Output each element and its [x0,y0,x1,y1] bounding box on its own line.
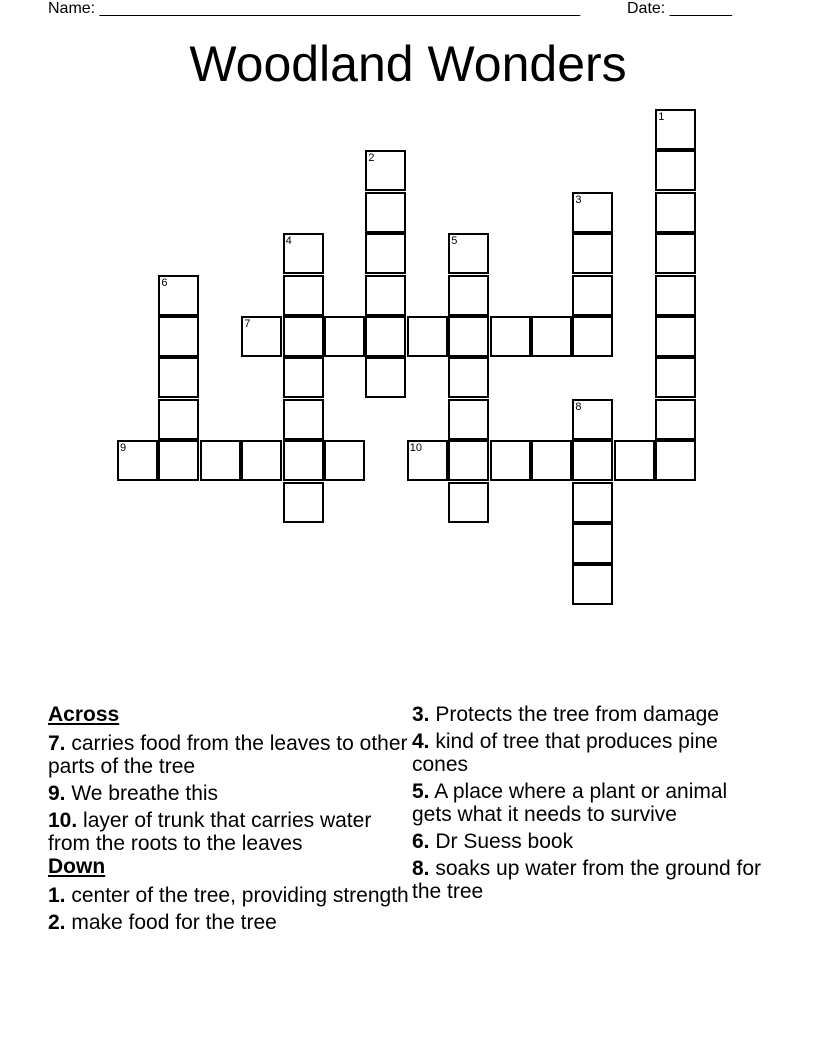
clue-text: Dr Suess book [429,830,574,853]
cell-number: 5 [451,235,458,248]
crossword-cell[interactable] [655,357,696,398]
clue-item [412,703,772,726]
clue-number: 8. [412,857,430,880]
cell-number: 7 [244,318,251,330]
clue-item [412,857,772,903]
clue-item [412,780,772,826]
crossword-cell[interactable] [572,275,613,316]
clue-text: A place where a plant or animal gets what it needs to survive [412,780,728,826]
clue-text: make food for the tree [65,911,277,934]
crossword-cell[interactable] [158,440,199,481]
crossword-cell[interactable] [283,482,324,523]
crossword-cell[interactable] [572,523,613,564]
crossword-cell[interactable] [407,440,448,481]
cell-number: 8 [575,400,582,413]
crossword-cell[interactable] [655,440,696,481]
crossword-cell[interactable] [324,440,365,481]
clue-number: 3. [412,703,430,726]
clues-right-column [412,703,772,907]
clues-left-column [48,703,410,938]
cell-number: 3 [575,193,582,206]
crossword-cell[interactable] [158,399,199,440]
crossword-cell[interactable] [614,440,655,481]
clue-number: 7. [48,732,66,755]
crossword-cell[interactable] [283,440,324,481]
cell-number: 4 [285,235,292,248]
crossword-cell[interactable] [655,192,696,233]
cell-number: 9 [120,442,127,455]
crossword-cell[interactable] [655,109,696,150]
clue-item [48,809,410,855]
cell-number: 2 [368,152,375,165]
crossword-cell[interactable] [407,316,448,357]
crossword-cell[interactable] [365,192,406,233]
crossword-cell[interactable] [158,316,199,357]
crossword-cell[interactable] [448,316,489,357]
clue-number: 4. [412,730,430,753]
cell-number: 10 [409,442,423,455]
crossword-cell[interactable] [531,440,572,481]
clue-number: 10. [48,809,78,832]
crossword-cell[interactable] [324,316,365,357]
crossword-cell[interactable] [655,150,696,191]
crossword-cell[interactable] [241,316,282,357]
clue-text: center of the tree, providing strength [65,884,409,907]
clue-item [412,730,772,776]
puzzle-title: Woodland Wonders [189,36,627,92]
across-heading: Across [48,703,120,726]
crossword-cell[interactable] [572,192,613,233]
clue-number: 2. [48,911,66,934]
clue-number: 6. [412,830,430,853]
crossword-cell[interactable] [241,440,282,481]
crossword-cell[interactable] [283,316,324,357]
clue-text: soaks up water from the ground for the tree [412,857,762,903]
clue-item [48,782,410,805]
clue-item [412,830,772,853]
crossword-cell[interactable] [448,357,489,398]
crossword-cell[interactable] [655,233,696,274]
name-field-label[interactable]: Name: ______________________________________________________ [48,0,581,17]
clue-text: kind of tree that produces pine cones [412,730,718,776]
crossword-cell[interactable] [200,440,241,481]
crossword-cell[interactable] [448,233,489,274]
clue-number: 9. [48,782,66,805]
crossword-cell[interactable] [117,440,158,481]
crossword-cell[interactable] [448,275,489,316]
crossword-cell[interactable] [283,357,324,398]
crossword-cell[interactable] [365,357,406,398]
crossword-cell[interactable] [655,316,696,357]
crossword-cell[interactable] [365,233,406,274]
crossword-cell[interactable] [572,233,613,274]
crossword-cell[interactable] [283,399,324,440]
crossword-cell[interactable] [572,564,613,605]
crossword-cell[interactable] [448,482,489,523]
crossword-cell[interactable] [655,399,696,440]
crossword-cell[interactable] [655,275,696,316]
clue-item [48,884,410,907]
crossword-cell[interactable] [490,316,531,357]
clue-number: 5. [412,780,430,803]
crossword-cell[interactable] [365,316,406,357]
crossword-cell[interactable] [283,233,324,274]
crossword-cell[interactable] [448,440,489,481]
crossword-cell[interactable] [572,399,613,440]
crossword-cell[interactable] [283,275,324,316]
clue-text: carries food from the leaves to other parts of the tree [48,732,408,778]
clue-text: We breathe this [65,782,219,805]
clue-text: Protects the tree from damage [429,703,719,726]
cell-number: 6 [161,276,168,289]
clue-item [48,911,410,934]
crossword-cell[interactable] [490,440,531,481]
clue-item [48,732,410,778]
clue-number: 1. [48,884,66,907]
clue-text: layer of trunk that carries water from the roots to the leaves [48,809,372,855]
crossword-cell[interactable] [572,440,613,481]
cell-number: 1 [658,111,665,123]
crossword-cell[interactable] [158,275,199,316]
crossword-cell[interactable] [448,399,489,440]
crossword-cell[interactable] [572,316,613,357]
crossword-cell[interactable] [531,316,572,357]
down-heading: Down [48,855,106,878]
crossword-cell[interactable] [365,275,406,316]
date-field-label[interactable]: Date: _______ [627,0,732,17]
crossword-cell[interactable] [365,150,406,191]
crossword-cell[interactable] [572,482,613,523]
crossword-cell[interactable] [158,357,199,398]
